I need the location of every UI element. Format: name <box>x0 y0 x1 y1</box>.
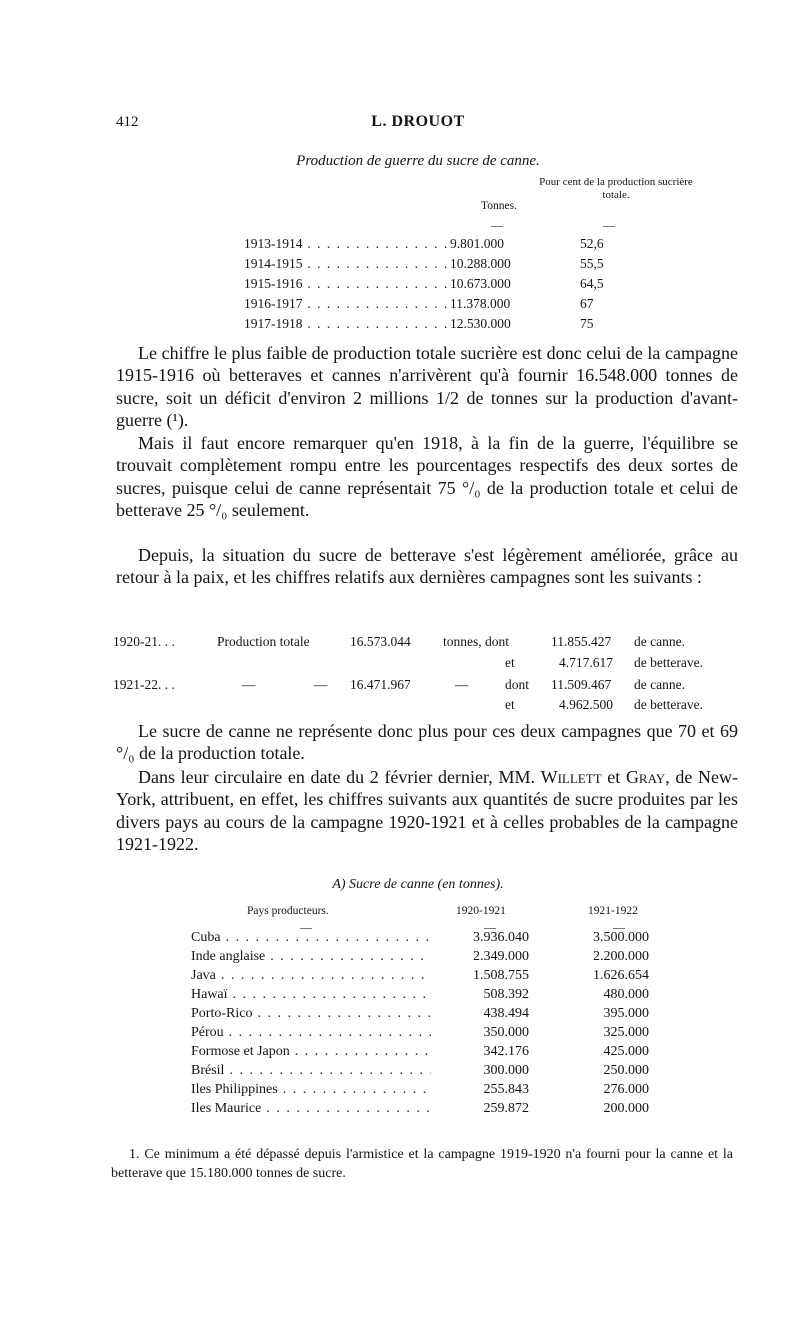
table1-title: Production de guerre du sucre de canne. <box>296 153 540 169</box>
table2-country: Formose et Japon . . . <box>191 1044 431 1060</box>
table2-value-1921: 480.000 <box>603 987 649 1002</box>
table1-tonnes: 11.378.000 <box>450 296 511 311</box>
table2-value-1920: 1.508.755 <box>473 968 529 983</box>
campaign-1920-beet-label: de betterave. <box>634 655 703 670</box>
table2-country: Porto-Rico . . . <box>191 1006 431 1022</box>
table2-value-1920: 255.843 <box>483 1082 529 1097</box>
campaign-1920-beet-value: 4.717.617 <box>559 655 613 670</box>
table2-value-1921: 1.626.654 <box>593 968 649 983</box>
table1-percent: 75 <box>580 316 594 331</box>
table1-year: 1915-1916 . . . <box>244 276 454 292</box>
paragraph-3: Depuis, la situation du sucre de betterave s'est légèrement améliorée, grâce au retour à la paix, et les chiffres relatifs aux dernières campagnes sont les suivants : <box>116 545 738 588</box>
campaign-1920-season: 1920-21. . . <box>113 634 175 649</box>
campaign-1921-ditto-1: — <box>242 677 256 692</box>
table1-year: 1916-1917 . . . <box>244 296 454 312</box>
paragraph-5-part-c: , de New-York, attribuent, en effet, les chiffres suivants aux quantités de sucre produites par les divers pays au cours de la campagne 1920-1921 et à celles probables de la campagne 1921-1922. <box>116 767 738 854</box>
footnote: 1. Ce minimum a été dépassé depuis l'armistice et la campagne 1919-1920 n'a fourni pour la canne et la betterave que 15.180.000 tonnes de sucre. <box>111 1147 733 1181</box>
campaign-1921-beet-label: de betterave. <box>634 697 703 712</box>
table2-title: A) Sucre de canne (en tonnes). <box>332 877 504 892</box>
table2-value-1921: 395.000 <box>603 1006 649 1021</box>
table2-country: Hawaï . . . <box>191 987 431 1003</box>
table1-year: 1913-1914 . . . <box>244 236 454 252</box>
table1-percent: 64,5 <box>580 276 604 291</box>
table2-value-1920: 300.000 <box>483 1063 529 1078</box>
table1-percent: 67 <box>580 296 594 311</box>
table2-value-1920: 508.392 <box>483 987 529 1002</box>
running-head-author: L. DROUOT <box>371 113 465 130</box>
paragraph-5-part-a: Dans leur circulaire en date du 2 février dernier, MM. <box>138 767 541 787</box>
paragraph-1: Le chiffre le plus faible de production totale sucrière est donc celui de la campagne 1915-1916 où betteraves et cannes n'arrivèrent qu'à fournir 16.548.000 tonnes de sucre, soit un déficit d'environ 2 millions 1/2 de tonnes sur la production d'avant-guerre (¹). <box>116 343 738 430</box>
campaign-1921-dont: dont <box>505 677 530 692</box>
table2-value-1921: 425.000 <box>603 1044 649 1059</box>
table2-value-1921: 276.000 <box>603 1082 649 1097</box>
table2-country: Pérou . . . <box>191 1025 431 1041</box>
campaign-1920-cane-value: 11.855.427 <box>551 634 612 649</box>
paragraph-4: Le sucre de canne ne représente donc plus pour ces deux campagnes que 70 et 69 °/₀ de la production totale. <box>116 721 738 764</box>
table2-value-1921: 3.500.000 <box>593 930 649 945</box>
campaign-1921-ditto-2: — <box>314 677 328 692</box>
table2-value-1920: 438.494 <box>483 1006 529 1021</box>
table2-dash-country: — <box>300 920 312 934</box>
campaign-1921-et: et <box>505 697 515 712</box>
table2-dash-1920: — <box>484 920 496 934</box>
table2-value-1920: 342.176 <box>483 1044 529 1059</box>
table2-country: Brésil . . . <box>191 1063 431 1079</box>
table2-value-1921: 250.000 <box>603 1063 649 1078</box>
table1-percent: 52,6 <box>580 236 604 251</box>
table2-country: Iles Philippines . . . <box>191 1082 431 1098</box>
table2-country: Java . . . <box>191 968 431 984</box>
table1-tonnes: 10.288.000 <box>450 256 511 271</box>
campaign-1921-total: 16.471.967 <box>350 677 411 692</box>
table1-tonnes: 9.801.000 <box>450 236 504 251</box>
campaign-1920-et: et <box>505 655 515 670</box>
campaign-1921-season: 1921-22. . . <box>113 677 175 692</box>
paragraph-2: Mais il faut encore remarquer qu'en 1918, à la fin de la guerre, l'équilibre se trouvait complètement rompu entre les pourcentages respectifs des deux sortes de sucres, puisque celui de canne représentait 75 °/₀ de la production totale et celui de betterave 25 °/₀ seulement. <box>116 433 738 520</box>
page-number: 412 <box>116 114 139 130</box>
table1-header-percent: Pour cent de la production sucrière totale. <box>539 176 693 201</box>
table2-value-1920: 350.000 <box>483 1025 529 1040</box>
table2-value-1920: 259.872 <box>483 1101 529 1116</box>
table1-dash-percent: — <box>603 218 615 232</box>
campaign-1920-total: 16.573.044 <box>350 634 411 649</box>
campaign-1920-cane-label: de canne. <box>634 634 685 649</box>
table2-value-1920: 3.936.040 <box>473 930 529 945</box>
table2-country: Inde anglaise . . . <box>191 949 431 965</box>
table2-header-1921: 1921-1922 <box>588 905 638 917</box>
table1-dash-tonnes: — <box>491 218 503 232</box>
table2-dash-1921: — <box>613 920 625 934</box>
table1-tonnes: 10.673.000 <box>450 276 511 291</box>
table2-value-1920: 2.349.000 <box>473 949 529 964</box>
table1-year: 1917-1918 . . . <box>244 316 454 332</box>
campaign-1921-beet-value: 4.962.500 <box>559 697 613 712</box>
name-willett: Willett <box>540 767 602 787</box>
paragraph-5-part-b: et <box>601 767 626 787</box>
table2-value-1921: 2.200.000 <box>593 949 649 964</box>
campaign-1921-cane-label: de canne. <box>634 677 685 692</box>
table2-header-1920: 1920-1921 <box>456 905 506 917</box>
campaign-1921-cane-value: 11.509.467 <box>551 677 612 692</box>
paragraph-5 <box>116 766 738 855</box>
table2-value-1921: 200.000 <box>603 1101 649 1116</box>
table2-country: Cuba . . . <box>191 930 431 946</box>
table1-year: 1914-1915 . . . <box>244 256 454 272</box>
table1-tonnes: 12.530.000 <box>450 316 511 331</box>
table1-percent: 55,5 <box>580 256 604 271</box>
table1-header-tonnes: Tonnes. <box>481 200 517 212</box>
table2-header-country: Pays producteurs. <box>247 905 329 917</box>
campaign-1920-unit: tonnes, dont <box>443 634 509 649</box>
campaign-1921-ditto-3: — <box>455 677 469 692</box>
table2-value-1921: 325.000 <box>603 1025 649 1040</box>
table2-country: Iles Maurice . . . <box>191 1101 431 1117</box>
name-gray: Gray <box>625 767 666 787</box>
campaign-1920-label: Production totale <box>217 634 310 649</box>
